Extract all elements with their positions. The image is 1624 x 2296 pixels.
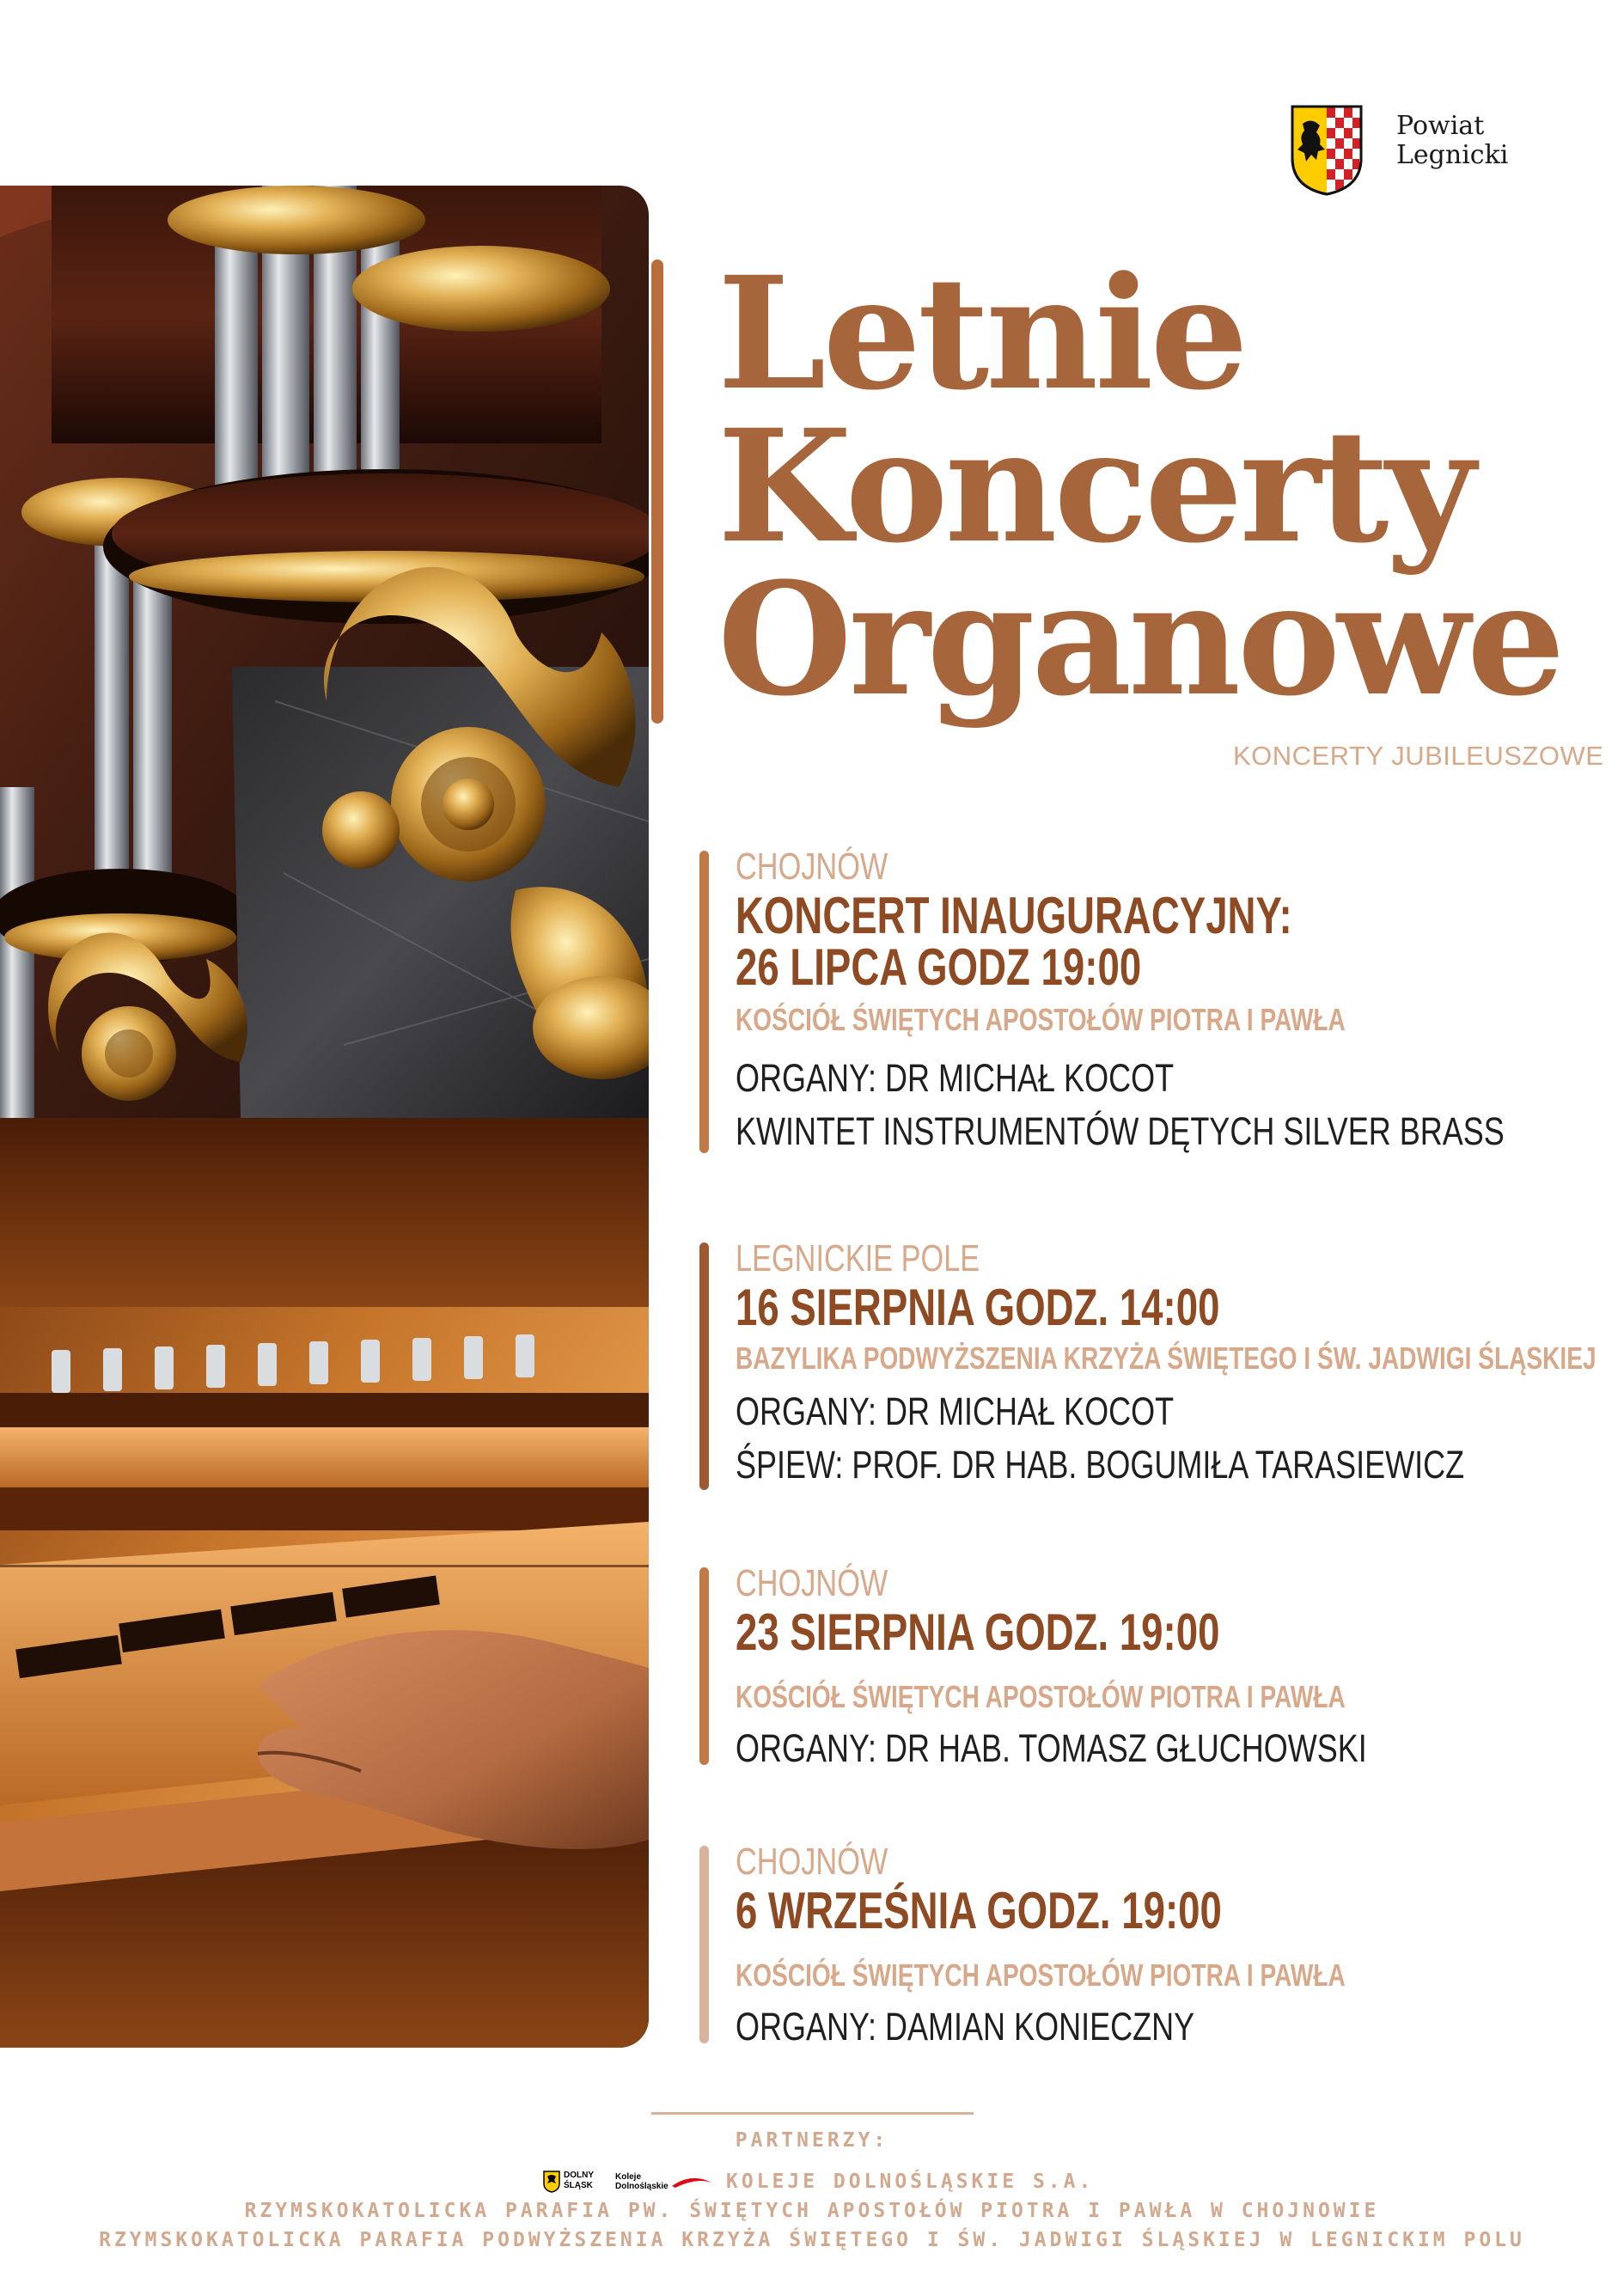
partner-parafia-chojnow: RZYMSKOKATOLICKA PARAFIA PW. ŚWIĘTYCH APOSTOŁÓW PIOTRA I PAWŁA W CHOJNOWIE (244, 2200, 1380, 2222)
event-city: CHOJNÓW (736, 1562, 888, 1604)
event-accent-bar (699, 1846, 709, 2043)
event-performer: ORGANY: DAMIAN KONIECZNY (736, 2005, 1195, 2049)
event-performer: ORGANY: DR MICHAŁ KOCOT (736, 1056, 1175, 1100)
event-date-time: 6 WRZEŚNIA GODZ. 19:00 (736, 1882, 1222, 1939)
koleje-line-2: Dolnośląskie (615, 2182, 669, 2191)
title-line-2: Koncerty (717, 396, 1473, 577)
powiat-legnicki-logo (1291, 101, 1523, 205)
partner-logos (543, 2171, 715, 2196)
event-performer: KWINTET INSTRUMENTÓW DĘTYCH SILVER BRASS (736, 1109, 1505, 1153)
event-date-time: 16 SIERPNIA GODZ. 14:00 (736, 1279, 1220, 1336)
event-venue: KOŚCIÓŁ ŚWIĘTYCH APOSTOŁÓW PIOTRA I PAWŁA (736, 1957, 1346, 1993)
logo-line-1: Powiat (1396, 111, 1485, 141)
dolny-slask-line-2: ŚLĄSK (564, 2181, 593, 2190)
event-accent-bar (699, 1243, 709, 1490)
subtitle: KONCERTY JUBILEUSZOWE (1233, 741, 1604, 771)
event-accent-bar (699, 1567, 709, 1765)
event-accent-bar (699, 851, 709, 1153)
event-city: CHOJNÓW (736, 1841, 888, 1883)
event-performer: ORGANY: DR HAB. TOMASZ GŁUCHOWSKI (736, 1726, 1367, 1770)
partners-label: PARTNERZY: (735, 2129, 889, 2152)
dolny-slask-logo-icon (543, 2171, 560, 2193)
title-line-3: Organowe (717, 549, 1562, 730)
page-title (717, 243, 1603, 730)
event-date-time: 23 SIERPNIA GODZ. 19:00 (736, 1603, 1220, 1661)
dolny-slask-logo-text (564, 2171, 594, 2191)
logo-text (1396, 112, 1508, 170)
koleje-dolnoslaskie-logo-text (615, 2172, 669, 2191)
organ-pipes-photo (0, 186, 649, 1118)
coat-of-arms-icon (1291, 105, 1363, 196)
dolny-slask-line-1: DOLNY (564, 2171, 594, 2180)
koleje-swoosh-icon (670, 2174, 713, 2191)
event-date-time: 26 LIPCA GODZ 19:00 (736, 938, 1142, 996)
title-line-1: Letnie (717, 243, 1245, 424)
title-accent-bar (651, 260, 663, 724)
event-heading: KONCERT INAUGURACYJNY: (736, 887, 1292, 944)
partner-parafia-legnickie-pole: RZYMSKOKATOLICKA PARAFIA PODWYŻSZENIA KRZYŻA ŚWIĘTEGO I ŚW. JADWIGI ŚLĄSKIEJ W LEGNICKIM POLU (99, 2229, 1525, 2251)
partners-divider (651, 2112, 974, 2115)
partners-section (0, 2129, 1624, 2255)
event-city: CHOJNÓW (736, 846, 888, 888)
event-performer: ORGANY: DR MICHAŁ KOCOT (736, 1389, 1175, 1433)
photo-column (0, 186, 649, 2048)
event-venue: KOŚCIÓŁ ŚWIĘTYCH APOSTOŁÓW PIOTRA I PAWŁA (736, 1002, 1346, 1037)
organ-keyboard-photo (0, 1118, 649, 2048)
event-venue: KOŚCIÓŁ ŚWIĘTYCH APOSTOŁÓW PIOTRA I PAWŁA (736, 1679, 1346, 1714)
logo-line-2: Legnicki (1396, 140, 1509, 170)
event-performer: ŚPIEW: PROF. DR HAB. BOGUMIŁA TARASIEWICZ (736, 1443, 1465, 1487)
event-venue: BAZYLIKA PODWYŻSZENIA KRZYŻA ŚWIĘTEGO I ŚW. JADWIGI ŚLĄSKIEJ (736, 1340, 1597, 1376)
partner-koleje-dolnoslaskie: KOLEJE DOLNOŚLĄSKIE S.A. (726, 2171, 1095, 2193)
event-city: LEGNICKIE POLE (736, 1237, 980, 1279)
koleje-line-1: Koleje (615, 2172, 642, 2182)
